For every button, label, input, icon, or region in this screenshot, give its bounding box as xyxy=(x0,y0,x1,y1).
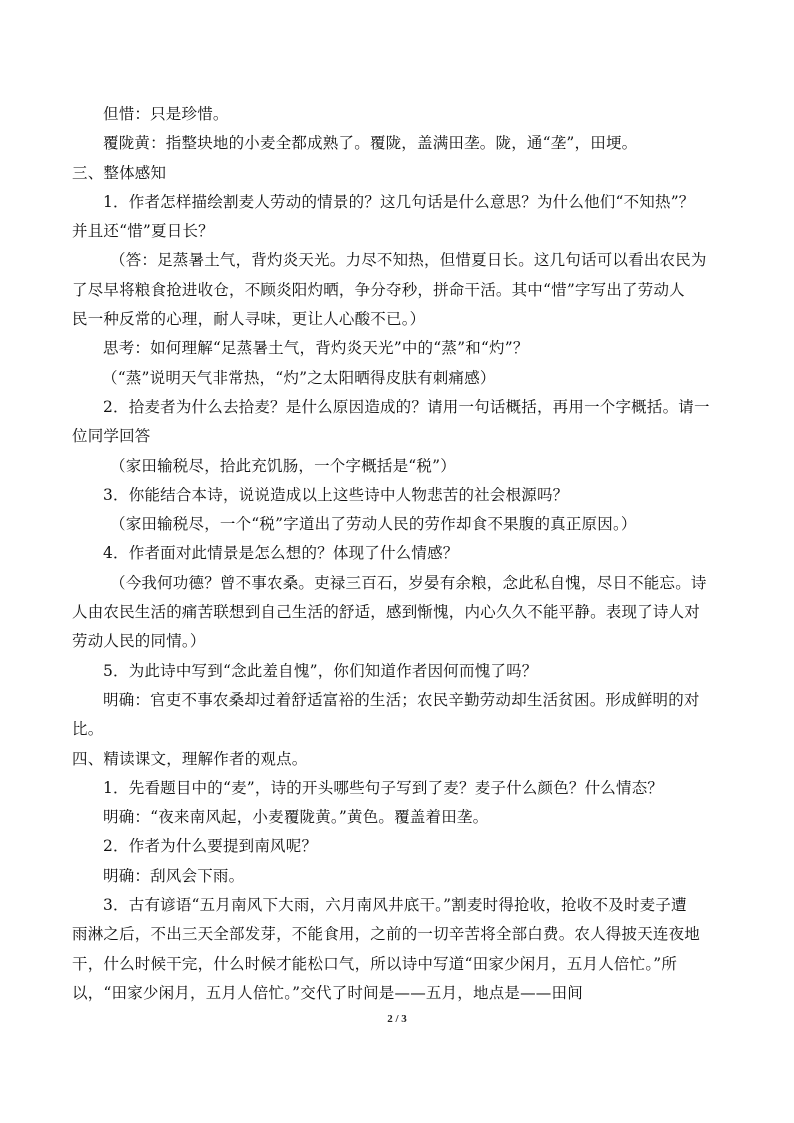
answer-line: 人由农民生活的痛苦联想到自己生活的舒适，感到惭愧，内心久久不能平静。表现了诗人对 xyxy=(72,603,701,622)
question-line: 位同学回答 xyxy=(72,427,151,446)
text-line: 以，“田家少闲月，五月人倍忙。”交代了时间是——五月，地点是——田间 xyxy=(72,983,583,1002)
document-body xyxy=(72,100,722,1008)
question-line: 2．拾麦者为什么去拾麦？是什么原因造成的？请用一句话概括，再用一个字概括。请一 xyxy=(103,397,710,416)
section-heading: 三、整体感知 xyxy=(72,163,167,182)
question-line: 4．作者面对此情景是怎么想的？体现了什么情感？ xyxy=(103,544,459,563)
answer-line: （家田输税尽，一个“税”字道出了劳动人民的劳作却食不果腹的真正原因。） xyxy=(110,515,637,534)
answer-line: （答：足蒸暑土气，背灼炎天光。力尽不知热，但惜夏日长。这几句话可以看出农民为 xyxy=(110,251,707,270)
question-line: 2．作者为什么要提到南风呢？ xyxy=(103,837,318,856)
answer-line: 民一种反常的心理，耐人寻味，更让人心酸不已。） xyxy=(72,310,426,329)
question-line: 5．为此诗中写到“念此羞自愧”，你们知道作者因何而愧了吗？ xyxy=(103,661,538,680)
answer-line: 比。 xyxy=(72,720,104,739)
question-line: 1．先看题目中的“麦”，诗的开头哪些句子写到了麦？麦子什么颜色？什么情态？ xyxy=(103,778,664,797)
text-line: 3．古有谚语“五月南风下大雨，六月南风井底干。”割麦时得抢收，抢收不及时麦子遭 xyxy=(103,896,687,915)
answer-line: （“蒸”说明天气非常热，“灼”之太阳晒得皮肤有刺痛感） xyxy=(102,368,496,387)
text-line: 覆陇黄：指整块地的小麦全都成熟了。覆陇，盖满田垄。陇，通“垄”，田埂。 xyxy=(103,134,638,153)
text-line: 思考：如何理解“足蒸暑土气，背灼炎天光”中的“蒸”和“灼”？ xyxy=(103,339,529,358)
page-number: 2 / 3 xyxy=(387,1013,407,1025)
text-line: 干，什么时候干完，什么时候才能松口气，所以诗中写道“田家少闲月，五月人倍忙。”所 xyxy=(72,954,678,973)
question-line: 1．作者怎样描绘割麦人劳动的情景的？这几句话是什么意思？为什么他们“不知热”？ xyxy=(103,192,695,211)
answer-line: 了尽早将粮食抢进收仓，不顾炎阳灼晒，争分夺秒，拼命干活。其中“惜”字写出了劳动人 xyxy=(72,280,685,299)
answer-line: （今我何功德？曾不事农桑。吏禄三百石，岁晏有余粮，念此私自愧，尽日不能忘。诗 xyxy=(110,573,707,592)
text-line: 但惜：只是珍惜。 xyxy=(103,105,229,123)
answer-line: 劳动人民的同情。） xyxy=(72,632,206,651)
answer-line: （家田输税尽，拾此充饥肠，一个字概括是“税”） xyxy=(110,456,456,475)
question-line: 3．你能结合本诗，说说造成以上这些诗中人物悲苦的社会根源吗？ xyxy=(103,485,569,504)
question-line: 并且还“惜”夏日长？ xyxy=(72,222,214,241)
section-heading: 四、精读课文，理解作者的观点。 xyxy=(72,749,308,768)
answer-line: 明确：官吏不事农桑却过着舒适富裕的生活；农民辛勤劳动却生活贫困。形成鲜明的对 xyxy=(103,690,700,709)
answer-line: 明确：刮风会下雨。 xyxy=(103,866,245,885)
answer-line: 明确：“夜来南风起，小麦覆陇黄。”黄色。覆盖着田垄。 xyxy=(103,808,489,827)
text-line: 雨淋之后，不出三天全部发芽，不能食用，之前的一切辛苦将全部白费。农人得披天连夜地 xyxy=(72,925,701,944)
